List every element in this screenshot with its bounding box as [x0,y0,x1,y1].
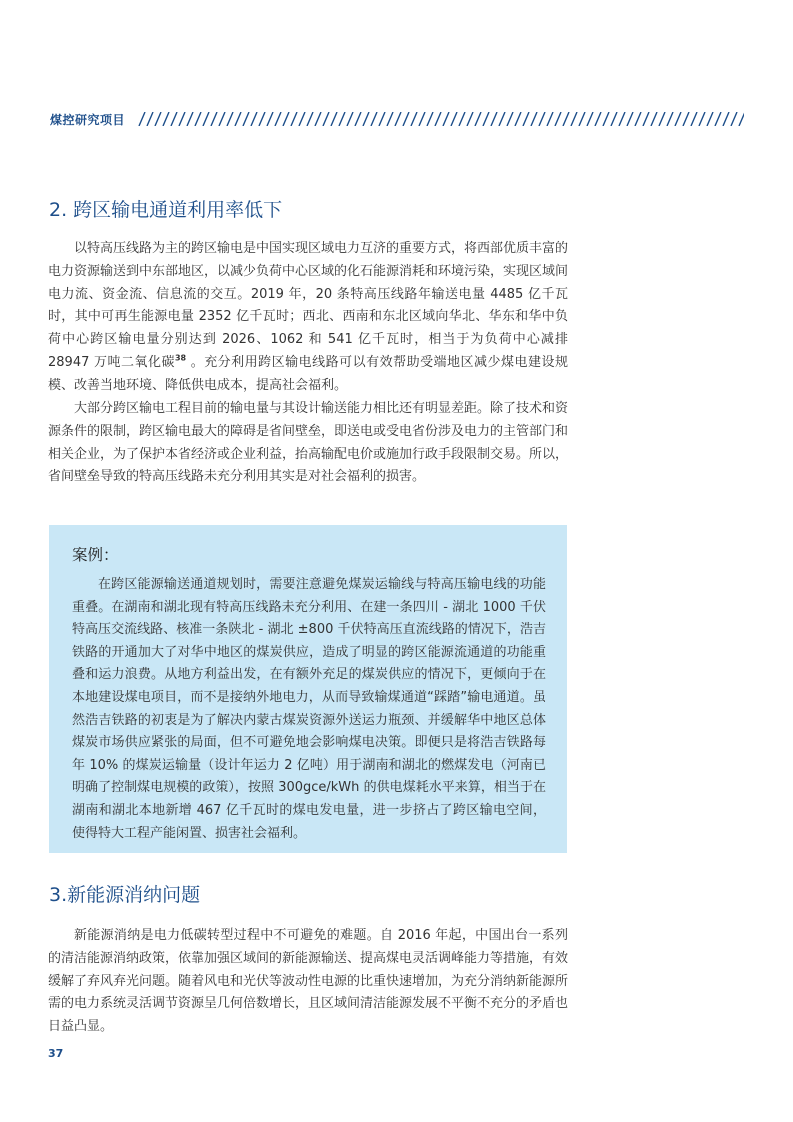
section-3-heading: 3.新能源消纳问题 [49,884,201,906]
running-header [48,106,745,134]
case-study-text: 在跨区能源输送通道规划时，需要注意避免煤炭运输线与特高压输电线的功能重叠。在湖南和湖北现有特高压线路未充分利用、在建一条四川 - 湖北 1000 千伏特高压交流线路、核准一条陕北 - 湖北 ±800 千伏特高压直流线路的情况下，浩吉铁路的开通加大了对华中地区的煤炭供应，造成了明显的跨区能源流通道的功能重叠和运力浪费。从地方利益出发，在有额外充足的煤炭供应的情况下，更倾向于在本地建设煤电项目，而不是接纳外地电力，从而导致输煤通道“踩踏”输电通道。虽然浩吉铁路的初衷是为了解决内蒙古煤炭资源外送运力瓶颈、并缓解华中地区总体煤炭市场供应紧张的局面，但不可避免地会影响煤电决策。即便只是将浩吉铁路每年 10% 的煤炭运输量（设计年运力 2 亿吨）用于湖南和湖北的燃煤发电（河南已明确了控制煤电规模的政策），按照 300gce/kWh 的供电煤耗水平来算，相当于在湖南和湖北本地新增 467 亿千瓦时的煤电发电量，进一步挤占了跨区输电空间，使得特大工程产能闲置、损害社会福利。 [72,577,547,841]
section-2-paragraph-1-tail: 。充分利用跨区输电线路可以有效帮助受端地区减少煤电建设规模、改善当地环境、降低供电成本，提高社会福利。 [48,354,568,393]
case-study-box [49,525,567,853]
section-2-heading: 2. 跨区输电通道利用率低下 [49,199,283,221]
page-number: 37 [48,1047,64,1060]
case-study-title: 案例： [72,546,119,564]
section-2-paragraph-1-body: 以特高压线路为主的跨区输电是中国实现区域电力互济的重要方式，将西部优质丰富的电力资源输送到中东部地区，以减少负荷中心区域的化石能源消耗和环境污染，实现区域间电力流、资金流、信息流的交互。2019 年，20 条特高压线路年输送电量 4485 亿千瓦时，其中可再生能源电量 2352 亿千瓦时；西北、西南和东北区域向华北、华东和华中负荷中心跨区输电量分别达到 2026、1062 和 541 亿千瓦时，相当于为负荷中心减排 28947 万吨二氧化碳 [48,241,569,370]
section-3-paragraph-1: 新能源消纳是电力低碳转型过程中不可避免的难题。自 2016 年起，中国出台一系列的清洁能源消纳政策，依靠加强区域间的新能源输送、提高煤电灵活调峰能力等措施，有效缓解了弃风弃光问题。随着风电和光伏等波动性电源的比重快速增加，为充分消纳新能源所需的电力系统灵活调节资源呈几何倍数增长，且区域间清洁能源发展不平衡不充分的矛盾也日益凸显。 [48,928,569,1035]
footnote-marker: 38 [174,353,187,363]
header-label: 煤控研究项目 [50,113,126,127]
section-2-paragraph-1 [48,238,568,398]
section-2-paragraph-2: 大部分跨区输电工程目前的输电量与其设计输送能力相比还有明显差距。除了技术和资源条件的限制，跨区输电最大的障碍是省间壁垒，即送电或受电省份涉及电力的主管部门和相关企业，为了保护本省经济或企业利益，抬高输配电价或施加行政手段限制交易。所以，省间壁垒导致的特高压线路未充分利用其实是对社会福利的损害。 [48,401,569,485]
header-stripe-decoration [138,112,744,126]
